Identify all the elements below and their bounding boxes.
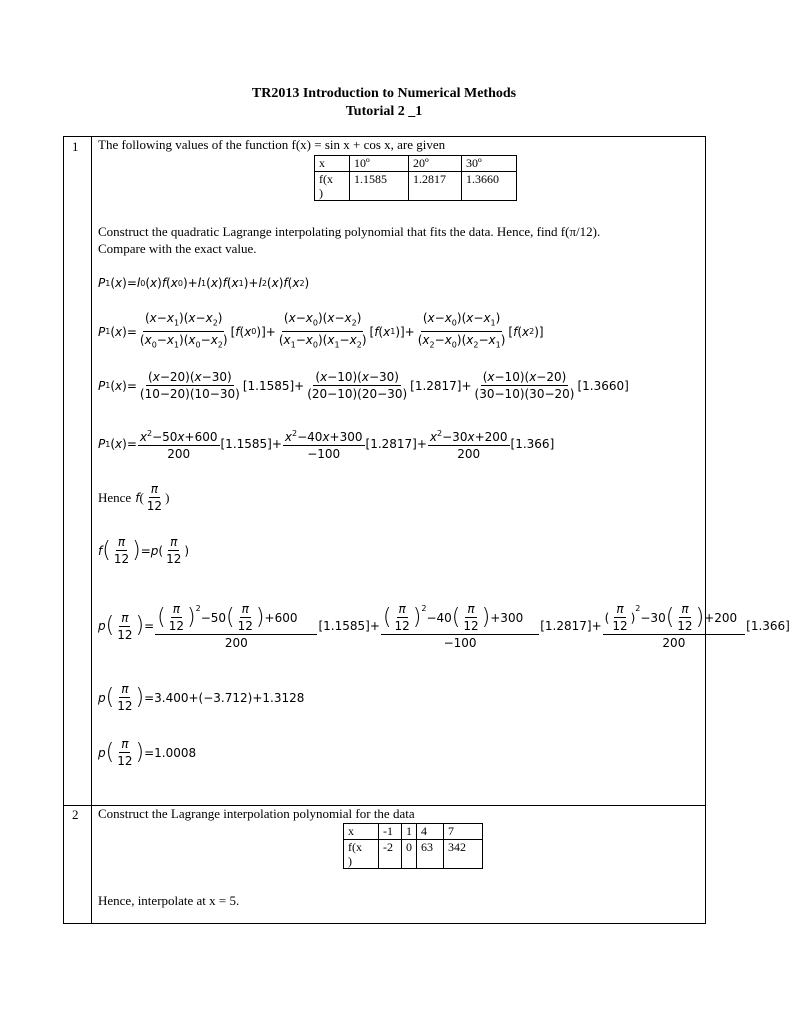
fraction: $x^2-50x+600$ 200: [139, 429, 218, 461]
table-cell: x: [344, 824, 379, 840]
fraction: $x^2-40x+300$ −100: [284, 429, 363, 461]
hence-label: Hence: [98, 489, 132, 505]
question-2-number: 2: [72, 807, 79, 822]
fraction: π 12: [117, 682, 133, 713]
fraction: π 12: [117, 610, 133, 642]
table-cell: -1: [379, 824, 402, 840]
fraction: $(x-x_0)(x-x_2)$ $(x_1-x_0)(x_1-x_2)$: [278, 311, 367, 350]
lagrange-simplified: P 1 ( x )= $x^2-50x+600$ 200 [1.1585]+ $x^2-40x+300$ −100 [1.2817]+ $x^2-30x+200$ 200 [1.366]: [98, 429, 555, 461]
table-cell: 63: [417, 840, 444, 869]
f-equals-p: f ( π 12 ) = p ( π 12 ): [98, 535, 190, 566]
fraction: $x^2-30x+200$ 200: [429, 429, 508, 461]
document-title: TR2013 Introduction to Numerical Methods: [251, 86, 517, 101]
question-1-number: 1: [72, 139, 79, 154]
fraction: (x−10)(x−20) (30−10)(30−20): [474, 370, 575, 401]
result-final: =1.0008: [144, 745, 197, 760]
result-terms: =3.400+(−3.712)+1.3128: [144, 690, 305, 705]
lagrange-general-form: P 1 ( x )= l 0 ( x ) f ( x 0 )+ l 1 ( x ) f ( x 1 )+ l 2 ( x ) f ( x 2 ): [98, 276, 310, 290]
fraction: $(x-x_0)(x-x_1)$ $(x_2-x_0)(x_2-x_1)$: [417, 311, 506, 350]
lagrange-basis-expansion: P 1 ( x )= $(x-x_1)(x-x_2)$ $(x_0-x_1)(x_0-x_2)$ [ f ( x 0 )]+ $(x-x_0)(x-x_2)$ $(x_1-x_0)(x_1-x_2)$ [ f ( x 1 )]+ $(x-x_0)(x-x_1)$ $(x_2-x_0)(x_2-x_1)$ [ f ( x 2 )]: [98, 311, 544, 353]
fraction: π 12: [146, 482, 163, 513]
p-final-result: p ( π 12 ) =1.0008: [98, 737, 197, 768]
fraction: ( π 12 ) $^2$ −30 ( π 12 ) +200 200: [603, 602, 746, 650]
table-cell: [344, 840, 379, 869]
fraction: π 12: [117, 737, 133, 768]
fraction: $(x-x_1)(x-x_2)$ $(x_0-x_1)(x_0-x_2)$: [139, 311, 228, 350]
question-2-prompt: Construct the Lagrange interpolation polynomial for the data: [98, 806, 415, 821]
fraction: π 12: [166, 535, 182, 566]
table-cell: 1.1585: [350, 172, 409, 201]
document-subtitle: Tutorial 2 _1: [345, 104, 423, 119]
p-evaluated-terms: p ( π 12 ) =3.400+(−3.712)+1.3128: [98, 682, 305, 713]
table-cell: 1: [402, 824, 417, 840]
question-1-instruction-line-2: Compare with the exact value.: [98, 241, 257, 256]
fx-label-paren: ): [319, 186, 323, 200]
fraction: ( π 12 ) $^2$ −50 ( π 12 ) +600 200: [155, 602, 317, 650]
table-cell: 20º: [409, 156, 462, 172]
question-1-data-table: [314, 155, 517, 201]
table-cell: 30º: [462, 156, 517, 172]
fraction: (x−20)(x−30) (10−20)(10−30): [139, 370, 240, 401]
table-row: [315, 172, 517, 201]
question-2-data-table: [343, 823, 483, 869]
table-row: [344, 840, 483, 869]
table-cell: 342: [444, 840, 483, 869]
fraction: (x−10)(x−30) (20−10)(20−30): [307, 370, 408, 401]
table-row: [344, 824, 483, 840]
question-2-closing: Hence, interpolate at x = 5.: [98, 893, 240, 908]
table-row: [315, 156, 517, 172]
fx-label: f(x: [348, 840, 362, 854]
table-cell: 7: [444, 824, 483, 840]
fx-label-paren: ): [348, 854, 352, 868]
hence-line: Hence f ( π 12 ): [98, 482, 170, 513]
table-cell: [315, 172, 350, 201]
table-cell: 4: [417, 824, 444, 840]
table-cell: -2: [379, 840, 402, 869]
fx-label: f(x: [319, 172, 333, 186]
lagrange-substituted: P 1 ( x )= (x−20)(x−30) (10−20)(10−30) [1.1585]+ (x−10)(x−30) (20−10)(20−30) [1.2817]+ (x−10)(x−20) (30−10)(30−20) [1.3660]: [98, 370, 629, 401]
table-cell: 1.3660: [462, 172, 517, 201]
fraction: π 12: [113, 535, 130, 566]
question-1-instruction-line-1: Construct the quadratic Lagrange interpolating polynomial that fits the data. Hence, find f(π/12).: [98, 224, 601, 239]
table-cell: 0: [402, 840, 417, 869]
table-cell: x: [315, 156, 350, 172]
p-substitution: p ( π 12 ) = ( π 12 ) $^2$ −50 ( π 12 ) +600 200 [1.1585]+ ( π 12 ) $^2$ −40 ( π 12 ) +300 −100 [1.2817]+ ( π 12 ) $^2$ −30 ( π 12 ) +200 200 [1.366]: [98, 602, 790, 650]
question-1-prompt: The following values of the function f(x) = sin x + cos x, are given: [98, 137, 446, 152]
table-cell: 10º: [350, 156, 409, 172]
table-cell: 1.2817: [409, 172, 462, 201]
fraction: ( π 12 ) $^2$ −40 ( π 12 ) +300 −100: [381, 602, 539, 650]
